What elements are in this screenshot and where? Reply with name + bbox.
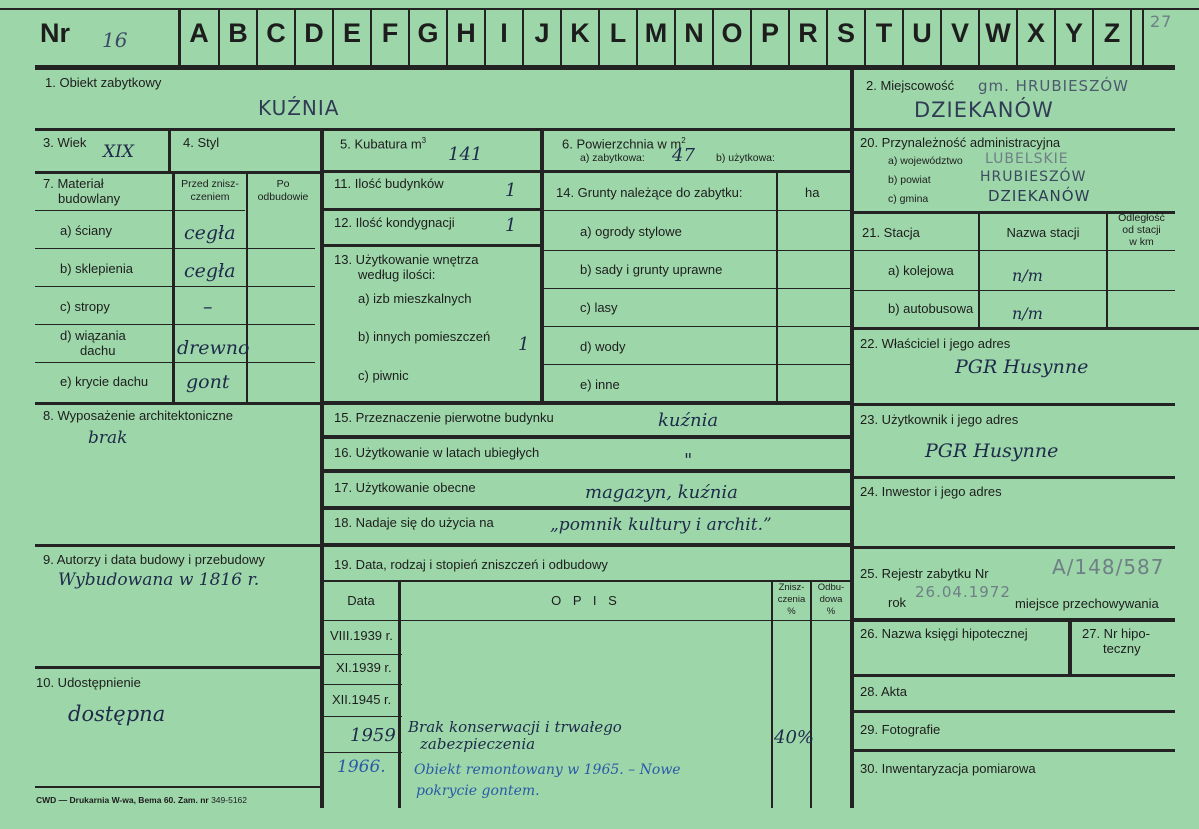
f20-c-label: c) gmina [888,193,929,205]
f19-date-2: XI.1939 r. [336,660,392,675]
f8-value: brak [88,428,128,448]
f20-c-value: DZIEKANÓW [988,187,1091,205]
f7-col-before-2: czeniem [190,191,230,203]
letter-f: F [381,18,399,48]
f7-row-d-label-2: dachu [80,343,116,358]
f22-label: 22. Właściciel i jego adres [860,336,1011,351]
f26-label: 26. Nazwa księgi hipotecznej [860,626,1028,641]
letter-p: P [760,18,779,48]
f28-label: 28. Akta [860,684,907,699]
f19-col-rebuild-2: dowa [819,594,843,605]
letter-c: C [266,18,286,48]
f7-row-b-value: cegła [184,260,236,282]
f19-entry1-desc-1: Brak konserwacji i trwałego [408,718,622,736]
f16-label: 16. Użytkowanie w latach ubiegłych [334,445,540,460]
f7-row-a-value: cegła [184,222,236,244]
f22-value: PGR Husynne [955,356,1089,378]
f14-row-a: a) ogrody stylowe [580,224,682,239]
f13-a-label: a) izb mieszkalnych [358,291,472,306]
f10-value: dostępna [68,702,166,726]
f9-label: 9. Autorzy i data budowy i przebudowy [43,552,265,567]
f7-col-after-1: Po [276,178,290,190]
f17-label: 17. Użytkowanie obecne [334,480,476,495]
f7-col-after-2: odbudowie [257,191,309,203]
f7-row-a-label: a) ściany [60,223,113,238]
f14-label: 14. Grunty należące do zabytku: [556,185,743,200]
f19-entry2-desc-1: Obiekt remontowany w 1965. – Nowe [414,762,681,778]
f25-reg-value: A/148/587 [1052,555,1165,579]
letter-a: A [189,18,209,48]
f27-label-1: 27. Nr hipo- [1082,626,1150,641]
f3-value: XIX [103,142,134,162]
f25-label: 25. Rejestr zabytku Nr [860,566,989,581]
f21-a-label: a) kolejowa [888,263,954,278]
f13-b-value: 1 [518,334,530,355]
f29-label: 29. Fotografie [860,722,941,737]
f19-label: 19. Data, rodzaj i stopień zniszczeń i odbudowy [334,557,608,572]
f18-value: „pomnik kultury i archit.” [550,515,772,535]
f19-col-date: Data [347,593,375,608]
f21-b-value: n/m [1012,304,1043,323]
f20-a-value: LUBELSKIE [985,151,1069,167]
f21-label: 21. Stacja [862,225,920,240]
f13-c-label: c) piwnic [358,368,409,383]
f11-value: 1 [505,180,517,201]
f7-row-e-label: e) krycie dachu [60,374,149,389]
f12-value: 1 [505,215,517,236]
letter-g: G [417,18,439,48]
f2-gmina-note: gm. HRUBIESZÓW [978,77,1129,95]
f8-label: 8. Wyposażenie architektoniczne [43,408,233,423]
f6-a-label: a) zabytkowa: [580,152,645,164]
f19-entry2-date: 1966. [337,757,386,777]
letter-b: B [228,18,248,48]
f24-label: 24. Inwestor i jego adres [860,484,1002,499]
f17-value: magazyn, kuźnia [585,482,738,503]
f13-b-label: b) innych pomieszczeń [358,329,491,344]
f25-rok-value: 26.04.1972 [915,583,1011,601]
f3-label: 3. Wiek [43,135,87,150]
f4-label: 4. Styl [183,135,220,150]
f19-col-destr-1: Znisz- [778,582,805,593]
f19-col-rebuild-1: Odbu- [817,582,845,593]
letter-e: E [342,18,361,48]
f10-label: 10. Udostępnienie [36,675,141,690]
letter-y: Y [1064,18,1083,48]
f20-label: 20. Przynależność administracyjna [860,135,1061,150]
f6-a-value: 47 [672,145,695,166]
letter-i: I [500,18,508,48]
f21-b-label: b) autobusowa [888,301,974,316]
f19-date-3: XII.1945 r. [332,692,392,707]
f15-value: kuźnia [658,410,719,431]
letter-r: R [798,18,818,48]
f23-value: PGR Husynne [925,440,1059,462]
f25-rok-label: rok [888,595,907,610]
f13-label-2: według ilości: [358,267,436,282]
letter-t: T [875,18,893,48]
f19-col-destr-2: czenia [777,594,806,605]
f27-label-2: teczny [1103,641,1141,656]
f7-row-c-value: – [203,296,213,318]
letter-v: V [950,18,969,48]
f19-entry1-percent: 40% [774,727,815,748]
f21-col-dist-1: Odległość [1118,212,1165,224]
f20-b-value: HRUBIESZÓW [980,169,1087,185]
f21-a-value: n/m [1012,266,1043,285]
f14-row-b: b) sady i grunty uprawne [580,262,723,277]
f5-label: 5. Kubatura $m^3$ [340,136,427,152]
f7-row-d-label-1: d) wiązania [60,328,126,343]
corner-number: 27 [1150,12,1173,31]
letter-w: W [985,18,1011,48]
f21-col-dist-3: w km [1129,236,1154,248]
f20-a-label: a) województwo [888,155,963,167]
f7-col-before-1: Przed znisz- [181,178,239,190]
letter-n: N [684,18,704,48]
f5-value: 141 [448,144,483,165]
f7-label-1: 7. Materiał [43,176,104,191]
f11-label: 11. Ilość budynków [334,176,444,191]
f6-label: 6. Powierzchnia w $m^2$ [562,136,686,152]
f20-b-label: b) powiat [888,174,931,186]
f19-entry1-date: 1959 [350,725,396,746]
nr-label: Nr [40,18,71,48]
f1-label: 1. Obiekt zabytkowy [45,75,162,90]
printer-note: CWD — Drukarnia W-wa, Bema 60. Zam. nr 349-5162 [36,795,247,805]
f16-value: " [684,450,693,471]
f19-entry1-desc-2: zabezpieczenia [420,735,536,753]
f25-place-label: miejsce przechowywania [1015,596,1159,611]
letter-d: D [304,18,324,48]
nr-value: 16 [102,28,128,52]
letter-k: K [570,18,590,48]
letter-x: X [1026,18,1045,48]
f19-col-desc: O P I S [551,593,621,608]
f18-label: 18. Nadaje się do użycia na [334,515,494,530]
f2-label: 2. Miejscowość [866,78,955,93]
f7-row-c-label: c) stropy [60,299,110,314]
letter-u: U [912,18,932,48]
f21-col-dist-2: od stacji [1122,224,1161,236]
f2-value: DZIEKANÓW [914,98,1054,122]
letter-m: M [644,18,668,48]
f19-entry2-desc-2: pokrycie gontem. [416,783,540,799]
f7-row-d-value: drewno [177,337,250,359]
f7-label-2: budowlany [58,191,121,206]
f14-row-e: e) inne [580,377,620,392]
letter-h: H [456,18,476,48]
f19-col-rebuild-3: % [826,606,836,617]
f7-row-e-value: gont [186,371,230,393]
f12-label: 12. Ilość kondygnacji [334,215,455,230]
f19-date-1: VIII.1939 r. [330,628,393,643]
f1-value: KUŹNIA [258,96,340,120]
letter-o: O [721,18,743,48]
f14-unit: ha [805,185,820,200]
f7-row-b-label: b) sklepienia [60,261,133,276]
letter-l: L [609,18,627,48]
f9-value: Wybudowana w 1816 r. [58,570,260,590]
f30-label: 30. Inwentaryzacja pomiarowa [860,761,1036,776]
letter-z: Z [1103,18,1121,48]
f21-col-name: Nazwa stacji [1006,225,1080,240]
f6-b-label: b) użytkowa: [716,152,775,164]
f13-label-1: 13. Użytkowanie wnętrza [334,252,479,267]
f14-row-d: d) wody [580,339,626,354]
f19-col-destr-3: % [787,606,796,617]
letter-s: S [836,18,855,48]
f23-label: 23. Użytkownik i jego adres [860,412,1019,427]
f14-row-c: c) lasy [580,300,618,315]
letter-j: J [534,18,550,48]
f15-label: 15. Przeznaczenie pierwotne budynku [334,410,554,425]
